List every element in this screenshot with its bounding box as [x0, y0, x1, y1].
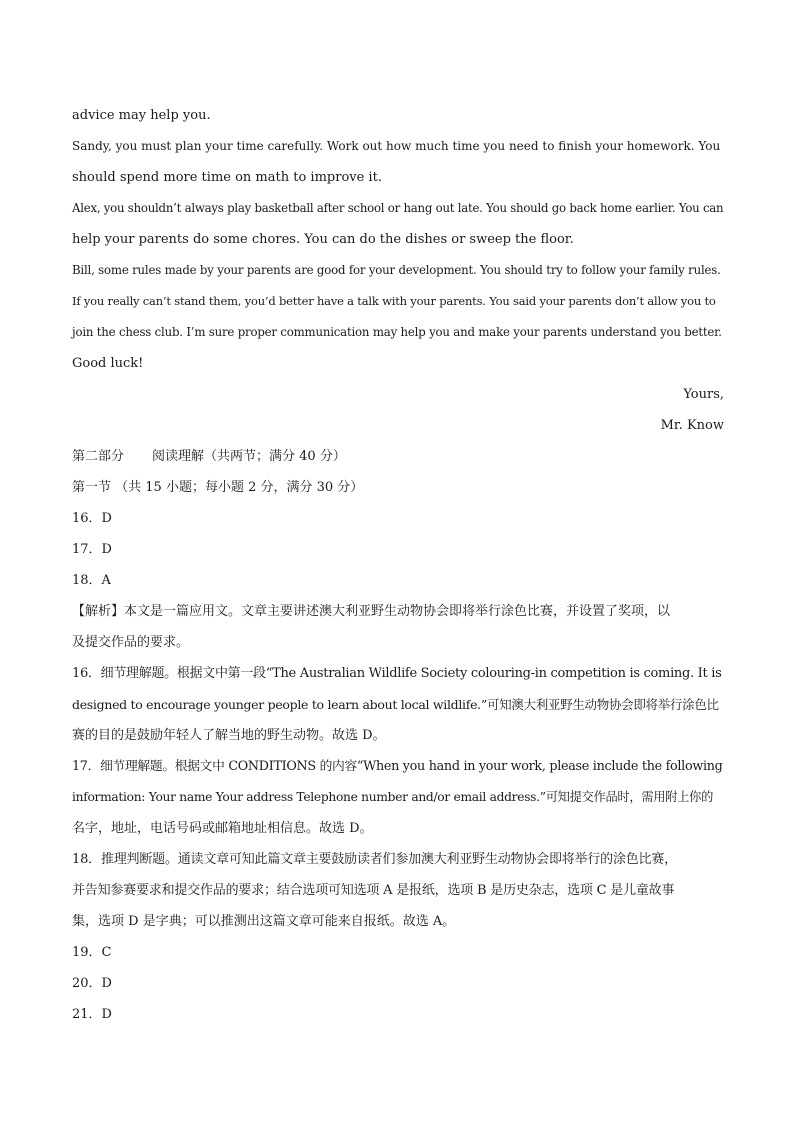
analysis-line: information: Your name Your address Telephone number and/or email address.”可知提交作品时，需用附上你的 [72, 790, 714, 804]
letter-line: Bill, some rules made by your parents are good for your development. You should try to follow your family rules. [72, 263, 721, 277]
analysis-line: 18．推理判断题。通读文章可知此篇文章主要鼓励读者们参加澳大利亚野生动物协会即将举行的涂色比赛， [72, 852, 677, 867]
letter-line: help your parents do some chores. You can do the dishes or sweep the floor. [72, 232, 574, 247]
letter-line: Alex, you shouldn’t always play basketball after school or hang out late. You should go back home earlier. You can [72, 201, 724, 215]
letter-line: advice may help you. [72, 108, 211, 123]
answer-item: 20．D [72, 976, 112, 991]
letter-signature: Mr. Know [660, 418, 724, 433]
answer-item: 17．D [72, 542, 112, 557]
letter-line: Good luck! [72, 356, 144, 371]
letter-line: Sandy, you must plan your time carefully. Work out how much time you need to finish your homework. You [72, 139, 721, 153]
letter-line: If you really can’t stand them, you’d better have a talk with your parents. You said your parents don’t allow you to [72, 294, 716, 308]
answer-item: 19．C [72, 945, 112, 960]
part-label: 第二部分 [72, 449, 125, 464]
analysis-line: 集，选项 D 是字典；可以推测出这篇文章可能来自报纸。故选 A。 [72, 914, 456, 929]
analysis-line: 及提交作品的要求。 [72, 635, 190, 650]
analysis-line: 【解析】本文是一篇应用文。文章主要讲述澳大利亚野生动物协会即将举行涂色比赛，并设置了奖项，以 [72, 604, 671, 619]
analysis-line: 并告知参赛要求和提交作品的要求；结合选项可知选项 A 是报纸，选项 B 是历史杂志，选项 C 是儿童故事 [72, 883, 675, 898]
letter-line: join the chess club. I’m sure proper communication may help you and make your parents understand you better. [72, 325, 722, 339]
section-subtitle: 第一节 （共 15 小题；每小题 2 分，满分 30 分） [72, 480, 364, 495]
section-heading [72, 441, 724, 472]
answer-item: 16．D [72, 511, 112, 526]
analysis-line: 16．细节理解题。根据文中第一段“The Australian Wildlife Society colouring-in competition is coming. It is [72, 666, 722, 681]
answer-item: 18．A [72, 573, 111, 588]
letter-closing: Yours, [683, 387, 724, 402]
analysis-line: designed to encourage younger people to learn about local wildlife.”可知澳大利亚野生动物协会即将举行涂色比 [72, 697, 719, 712]
part-title: 阅读理解（共两节；满分 40 分） [152, 449, 346, 464]
letter-line: should spend more time on math to improve it. [72, 170, 382, 185]
analysis-line: 17．细节理解题。根据文中 CONDITIONS 的内容“When you hand in your work, please include the following [72, 759, 723, 774]
answer-item: 21．D [72, 1007, 112, 1022]
analysis-line: 赛的目的是鼓励年轻人了解当地的野生动物。故选 D。 [72, 728, 386, 743]
page-content [72, 100, 724, 1030]
analysis-line: 名字，地址，电话号码或邮箱地址相信息。故选 D。 [72, 821, 373, 836]
